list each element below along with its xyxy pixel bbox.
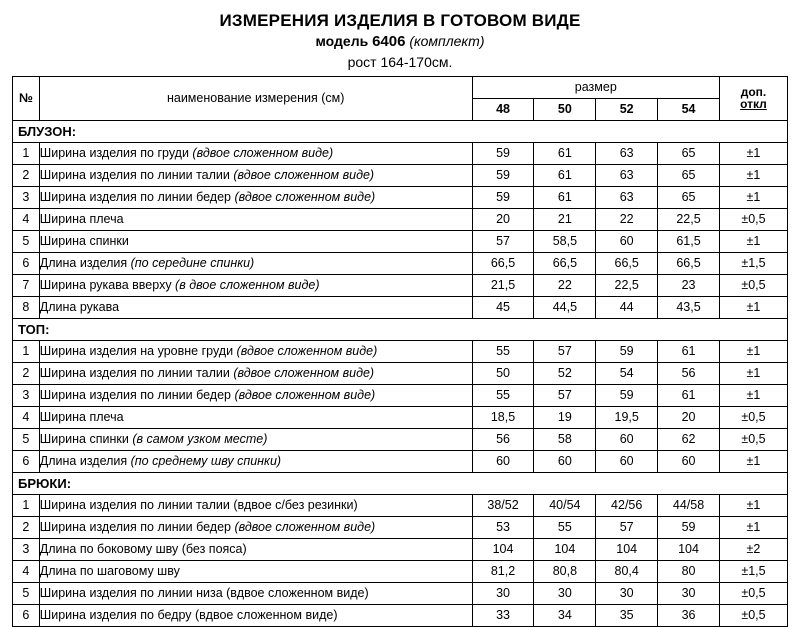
tolerance-value (719, 406, 787, 428)
table-row (13, 274, 788, 296)
table-row (13, 428, 788, 450)
measurement-value: 57 (596, 516, 658, 538)
table-row (13, 538, 788, 560)
measurement-name-note: (вдвое сложенном виде) (233, 168, 375, 183)
measurement-value: 50 (472, 362, 534, 384)
measurement-value: 21,5 (472, 274, 534, 296)
tolerance-number: 0,5 (748, 410, 766, 425)
measurement-value: 18,5 (472, 406, 534, 428)
measurement-name (39, 252, 472, 274)
table-row (13, 582, 788, 604)
table-row (13, 142, 788, 164)
section-row (13, 472, 788, 494)
tolerance-value (719, 516, 787, 538)
model-number: 6406 (372, 33, 406, 51)
header-dop-line2: откл (740, 97, 767, 112)
measurement-name (39, 428, 472, 450)
table-row (13, 208, 788, 230)
measurement-value: 61 (534, 142, 596, 164)
measurement-name-text: Длина по шаговому шву (39, 564, 180, 579)
tolerance-number: 0,5 (748, 586, 766, 601)
measurement-name-text: Длина изделия (39, 256, 131, 271)
measurement-value: 65 (658, 186, 720, 208)
measurement-value: 22 (534, 274, 596, 296)
header-size-48: 48 (472, 98, 534, 120)
row-number: 2 (13, 164, 40, 186)
measurement-value: 57 (534, 384, 596, 406)
measurement-name (39, 340, 472, 362)
row-number: 3 (13, 538, 40, 560)
measurement-value: 43,5 (658, 296, 720, 318)
tolerance-value (719, 164, 787, 186)
row-number: 5 (13, 582, 40, 604)
tolerance-value (719, 296, 787, 318)
tolerance-value (719, 538, 787, 560)
tolerance-number: 1,5 (748, 256, 766, 271)
measurement-value: 20 (658, 406, 720, 428)
measurement-name (39, 362, 472, 384)
model-kit: (комплект) (409, 33, 485, 50)
measurement-name-text: Ширина изделия по линии бедер (39, 520, 235, 535)
tolerance-value (719, 230, 787, 252)
measurement-value: 34 (534, 604, 596, 626)
measurement-value: 59 (472, 142, 534, 164)
measurement-value: 55 (472, 384, 534, 406)
header-size-54: 54 (658, 98, 720, 120)
measurement-value: 63 (596, 142, 658, 164)
measurement-value: 44 (596, 296, 658, 318)
tolerance-value (719, 208, 787, 230)
tolerance-value (719, 582, 787, 604)
tolerance-number: 1 (753, 300, 761, 315)
header-dop-line1: доп. (740, 84, 767, 99)
row-number: 3 (13, 186, 40, 208)
measurement-value: 61 (658, 384, 720, 406)
measurement-name (39, 582, 472, 604)
measurement-value: 59 (658, 516, 720, 538)
tolerance-value (719, 274, 787, 296)
header-size-group: размер (472, 76, 719, 98)
row-number: 1 (13, 142, 40, 164)
measurement-value: 55 (534, 516, 596, 538)
measurement-value: 30 (596, 582, 658, 604)
measurement-value: 66,5 (658, 252, 720, 274)
measurement-name (39, 406, 472, 428)
measurement-name-text: Ширина рукава вверху (39, 278, 176, 293)
measurement-value: 57 (534, 340, 596, 362)
measurement-name-text: Ширина изделия по бедру (вдвое сложенном виде) (39, 608, 338, 623)
table-header (13, 76, 788, 120)
measurements-table (12, 76, 788, 627)
measurement-name (39, 494, 472, 516)
measurement-value: 55 (472, 340, 534, 362)
tolerance-number: 1 (753, 498, 761, 513)
row-number: 7 (13, 274, 40, 296)
measurement-name-note: (вдвое сложенном виде) (234, 190, 376, 205)
row-number: 1 (13, 340, 40, 362)
section-row (13, 318, 788, 340)
measurement-value: 56 (658, 362, 720, 384)
measurement-value: 30 (534, 582, 596, 604)
section-row (13, 120, 788, 142)
measurement-name-note: (вдвое сложенном виде) (234, 520, 376, 535)
measurement-value: 59 (596, 384, 658, 406)
tolerance-value (719, 362, 787, 384)
plus-minus-icon (741, 608, 748, 622)
measurement-name-text: Ширина изделия по линии талии (вдвое с/без резинки) (39, 498, 358, 513)
row-number: 2 (13, 516, 40, 538)
measurement-name-text: Ширина изделия по линии бедер (39, 388, 235, 403)
tolerance-number: 1 (753, 388, 761, 403)
tolerance-value (719, 142, 787, 164)
measurement-name (39, 230, 472, 252)
measurement-value: 52 (534, 362, 596, 384)
measurement-value: 36 (658, 604, 720, 626)
tolerance-number: 1 (753, 344, 761, 359)
measurement-value: 60 (596, 230, 658, 252)
table-body (13, 120, 788, 626)
measurement-value: 80,4 (596, 560, 658, 582)
measurement-value: 57 (472, 230, 534, 252)
tolerance-value (719, 384, 787, 406)
row-number: 4 (13, 560, 40, 582)
measurement-name-note: (по середине спинки) (130, 256, 255, 271)
measurement-value: 53 (472, 516, 534, 538)
measurement-value: 56 (472, 428, 534, 450)
tolerance-number: 1 (753, 146, 761, 161)
measurement-value: 61 (534, 164, 596, 186)
row-number: 4 (13, 208, 40, 230)
tolerance-number: 0,5 (748, 278, 766, 293)
measurement-value: 19,5 (596, 406, 658, 428)
height-line: рост 164-170см. (347, 53, 453, 70)
measurement-value: 63 (596, 186, 658, 208)
row-number: 6 (13, 450, 40, 472)
measurement-name (39, 208, 472, 230)
tolerance-value (719, 252, 787, 274)
measurement-value: 44,5 (534, 296, 596, 318)
tolerance-number: 1 (753, 234, 761, 249)
measurement-name (39, 538, 472, 560)
measurement-name-note: (вдвое сложенном виде) (234, 388, 376, 403)
tolerance-value (719, 186, 787, 208)
row-number: 1 (13, 494, 40, 516)
table-row (13, 560, 788, 582)
table-row (13, 450, 788, 472)
measurement-value: 44/58 (658, 494, 720, 516)
row-number: 4 (13, 406, 40, 428)
measurement-value: 19 (534, 406, 596, 428)
measurement-name-text: Ширина изделия по линии бедер (39, 190, 235, 205)
measurement-value: 21 (534, 208, 596, 230)
row-number: 6 (13, 604, 40, 626)
row-number: 3 (13, 384, 40, 406)
measurement-value: 23 (658, 274, 720, 296)
measurement-value: 40/54 (534, 494, 596, 516)
measurement-value: 60 (596, 428, 658, 450)
measurement-name-text: Ширина изделия по линии талии (39, 366, 234, 381)
section-title: БРЮКИ: (13, 472, 788, 494)
measurement-value: 38/52 (472, 494, 534, 516)
measurement-value: 61 (534, 186, 596, 208)
measurement-value: 42/56 (596, 494, 658, 516)
measurement-name (39, 142, 472, 164)
measurement-value: 61,5 (658, 230, 720, 252)
tolerance-number: 1 (753, 190, 761, 205)
tolerance-value (719, 450, 787, 472)
tolerance-value (719, 428, 787, 450)
measurement-name (39, 296, 472, 318)
row-number: 8 (13, 296, 40, 318)
measurement-value: 63 (596, 164, 658, 186)
measurement-name (39, 560, 472, 582)
measurement-name (39, 604, 472, 626)
measurement-value: 104 (596, 538, 658, 560)
measurement-value: 66,5 (596, 252, 658, 274)
measurement-value: 104 (658, 538, 720, 560)
measurement-value: 60 (596, 450, 658, 472)
tolerance-number: 1 (753, 520, 761, 535)
measurement-value: 45 (472, 296, 534, 318)
measurement-value: 22 (596, 208, 658, 230)
tolerance-number: 1 (753, 454, 761, 469)
measurement-name-text: Ширина плеча (39, 212, 124, 227)
measurement-value: 58,5 (534, 230, 596, 252)
header-size-52: 52 (596, 98, 658, 120)
measurement-name-text: Ширина спинки (39, 234, 129, 249)
measurement-value: 104 (472, 538, 534, 560)
measurement-name-note: (по среднему шву спинки) (130, 454, 282, 469)
header-size-50: 50 (534, 98, 596, 120)
measurement-value: 22,5 (596, 274, 658, 296)
measurement-value: 60 (534, 450, 596, 472)
measurement-value: 59 (472, 164, 534, 186)
section-title: БЛУЗОН: (13, 120, 788, 142)
measurement-value: 59 (596, 340, 658, 362)
measurement-name-note: (вдвое сложенном виде) (233, 366, 375, 381)
table-row (13, 384, 788, 406)
measurement-value: 62 (658, 428, 720, 450)
table-row (13, 494, 788, 516)
measurement-value: 66,5 (472, 252, 534, 274)
measurement-value: 20 (472, 208, 534, 230)
tolerance-number: 0,5 (748, 608, 766, 623)
table-row (13, 164, 788, 186)
measurement-value: 60 (658, 450, 720, 472)
measurement-value: 35 (596, 604, 658, 626)
tolerance-value (719, 604, 787, 626)
page-title: ИЗМЕРЕНИЯ ИЗДЕЛИЯ В ГОТОВОМ ВИДЕ (219, 11, 581, 30)
table-row (13, 516, 788, 538)
table-row (13, 406, 788, 428)
measurement-value: 59 (472, 186, 534, 208)
measurement-value: 33 (472, 604, 534, 626)
table-row (13, 230, 788, 252)
measurement-name-text: Длина изделия (39, 454, 131, 469)
measurement-name (39, 274, 472, 296)
measurement-value: 30 (658, 582, 720, 604)
measurement-name (39, 516, 472, 538)
row-number: 5 (13, 428, 40, 450)
measurement-value: 60 (472, 450, 534, 472)
table-row (13, 340, 788, 362)
tolerance-value (719, 340, 787, 362)
tolerance-number: 1 (753, 168, 761, 183)
row-number: 2 (13, 362, 40, 384)
measurement-name-note: (в двое сложенном виде) (175, 278, 320, 293)
measurement-value: 66,5 (534, 252, 596, 274)
row-number: 5 (13, 230, 40, 252)
measurement-value: 104 (534, 538, 596, 560)
tolerance-number: 2 (753, 542, 761, 557)
table-row (13, 252, 788, 274)
header-num: № (13, 76, 40, 120)
measurement-name (39, 450, 472, 472)
measurement-value: 61 (658, 340, 720, 362)
measurement-name-text: Ширина плеча (39, 410, 124, 425)
measurement-name-note: (в самом узком месте) (132, 432, 268, 447)
table-row (13, 296, 788, 318)
table-row (13, 604, 788, 626)
measurement-name-text: Ширина изделия по груди (39, 146, 193, 161)
measurement-name-text: Ширина спинки (39, 432, 133, 447)
measurement-name (39, 164, 472, 186)
tolerance-number: 1,5 (748, 564, 766, 579)
measurement-name-note: (вдвое сложенном виде) (192, 146, 334, 161)
measurement-name-text: Ширина изделия на уровне груди (39, 344, 237, 359)
measurement-value: 22,5 (658, 208, 720, 230)
model-line (12, 32, 788, 52)
measurement-value: 54 (596, 362, 658, 384)
header-dop (719, 76, 787, 120)
tolerance-value (719, 494, 787, 516)
tolerance-value (719, 560, 787, 582)
measurement-name (39, 186, 472, 208)
table-row (13, 362, 788, 384)
measurement-value: 65 (658, 164, 720, 186)
measurement-name-note: (вдвое сложенном виде) (236, 344, 378, 359)
measurement-value: 80,8 (534, 560, 596, 582)
header-name: наименование измерения (см) (39, 76, 472, 120)
measurement-value: 80 (658, 560, 720, 582)
table-row (13, 186, 788, 208)
measurement-name-text: Длина по боковому шву (без пояса) (39, 542, 247, 557)
measurement-value: 81,2 (472, 560, 534, 582)
measurement-name (39, 384, 472, 406)
measurement-value: 65 (658, 142, 720, 164)
row-number: 6 (13, 252, 40, 274)
model-label: модель (315, 33, 369, 50)
measurement-value: 30 (472, 582, 534, 604)
section-title: ТОП: (13, 318, 788, 340)
tolerance-number: 1 (753, 366, 761, 381)
measurement-value: 58 (534, 428, 596, 450)
measurement-name-text: Длина рукава (39, 300, 120, 315)
tolerance-number: 0,5 (748, 432, 766, 447)
measurement-name-text: Ширина изделия по линии талии (39, 168, 234, 183)
measurement-name-text: Ширина изделия по линии низа (вдвое сложенном виде) (39, 586, 369, 601)
tolerance-number: 0,5 (748, 212, 766, 227)
